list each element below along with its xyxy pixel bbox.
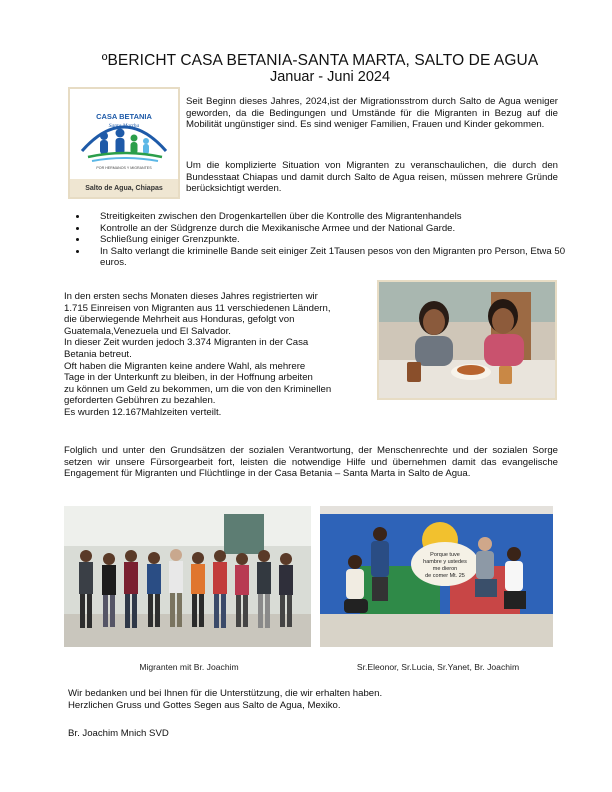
- list-item: • Streitigkeiten zwischen den Drogenkartellen über die Kontrolle des Migrantenhandels: [88, 211, 578, 223]
- logo-name: CASA BETANIA: [96, 112, 152, 121]
- intro-paragraph-2: Um die komplizierte Situation von Migranten zu veranschaulichen, die durch den Bundesstaat Chiapas und damit durch Salto de Agua reisen, müssen mehrere Gründe berücksichtigt werden.: [186, 160, 558, 195]
- reasons-list: [68, 211, 578, 269]
- caption-group-photo: Migranten mit Br. Joachim: [139, 662, 239, 672]
- svg-text:Porque tuve: Porque tuve: [430, 552, 460, 558]
- group-photo: [64, 506, 311, 647]
- sisters-mural-photo: [320, 506, 553, 647]
- text-line: die überwiegende Mehrheit aus Honduras, gefolgt von: [64, 314, 295, 326]
- text-line: Es wurden 12.167Mahlzeiten verteilt.: [64, 406, 222, 418]
- list-item: • Schließung einiger Grenzpunkte.: [88, 234, 578, 246]
- text-line: Betania betreut.: [64, 348, 132, 360]
- text-line: zu können um Geld zu bekommen, um die von den Kriminellen: [64, 383, 332, 395]
- list-item: • In Salto verlangt die kriminelle Bande seit einiger Zeit 1Tausen pesos von den Migranten pro Person, Etwa 50 euros.: [88, 246, 578, 269]
- casa-betania-logo: [68, 87, 180, 199]
- signature: Br. Joachim Mnich SVD: [68, 728, 169, 739]
- conclusion-paragraph: Folglich und unter den Grundsätzen der sozialen Verantwortung, der Menschenrechte und der sozialen Sorge setzen wir unsere Fürsorgearbeit fort, leisten die notwendige Hilfe und übernehmen damit das evangelische Engagement für Migranten und Flüchtlinge in der Casa Betania – Santa Marta in Salto de Agua.: [64, 445, 558, 480]
- intro-paragraph-1: Seit Beginn dieses Jahres, 2024,ist der Migrationsstrom durch Salto de Agua weniger geworden, da die Bedingungen und Umstände für die Migranten in Bezug auf die Mobilität ungünstiger sind. Es sind weniger Familien, Frauen und Kinder gekommen.: [186, 96, 558, 131]
- page-subtitle: Januar - Juni 2024: [269, 69, 391, 85]
- text-line: Guatemala,Venezuela und El Salvador.: [64, 325, 231, 337]
- caption-mural-photo: Sr.Eleonor, Sr.Lucia, Sr.Yanet, Br. Joachim: [356, 662, 520, 672]
- logo-sub: Santa Martha: [108, 123, 140, 129]
- text-line: geforderten Gebühren zu bezahlen.: [64, 395, 216, 407]
- svg-text:hambre y ustedes: hambre y ustedes: [423, 559, 467, 565]
- list-item: • Kontrolle an der Südgrenze durch die Mexikanische Armee und der National Garde.: [88, 223, 578, 235]
- closing-thanks: Wir bedanken und bei Ihnen für die Unterstützung, die wir erhalten haben.: [68, 688, 383, 699]
- closing-greeting: Herzlichen Gruss und Gottes Segen aus Salto de Agua, Mexiko.: [68, 700, 341, 711]
- children-photo-image: [379, 282, 555, 398]
- mural-photo-image: [320, 506, 553, 647]
- text-line: In den ersten sechs Monaten dieses Jahres registrierten wir: [64, 291, 318, 302]
- children-meal-photo: [377, 280, 557, 400]
- text-line: 1.715 Einreisen von Migranten aus 11 verschiedenen Ländern,: [64, 302, 331, 314]
- text-line: In dieser Zeit wurden jedoch 3.374 Migranten in der Casa: [64, 337, 309, 349]
- svg-text:me dieron: me dieron: [432, 566, 458, 572]
- statistics-text: [64, 291, 376, 419]
- group-photo-image: [64, 506, 311, 647]
- logo-place: Salto de Agua, Chiapas: [85, 185, 163, 192]
- logo-motto: POR HERMANOS Y MIGRANTES: [96, 166, 152, 170]
- text-line: Oft haben die Migranten keine andere Wahl, als mehrere: [64, 360, 306, 372]
- text-line: Tage in der Unterkunft zu bleiben, in der Hoffnung arbeiten: [64, 372, 313, 384]
- page-title: ºBERICHT CASA BETANIA-SANTA MARTA, SALTO DE AGUA: [101, 52, 539, 69]
- logo-graphic: [70, 89, 178, 197]
- svg-text:de comer Mt. 25: de comer Mt. 25: [425, 573, 465, 579]
